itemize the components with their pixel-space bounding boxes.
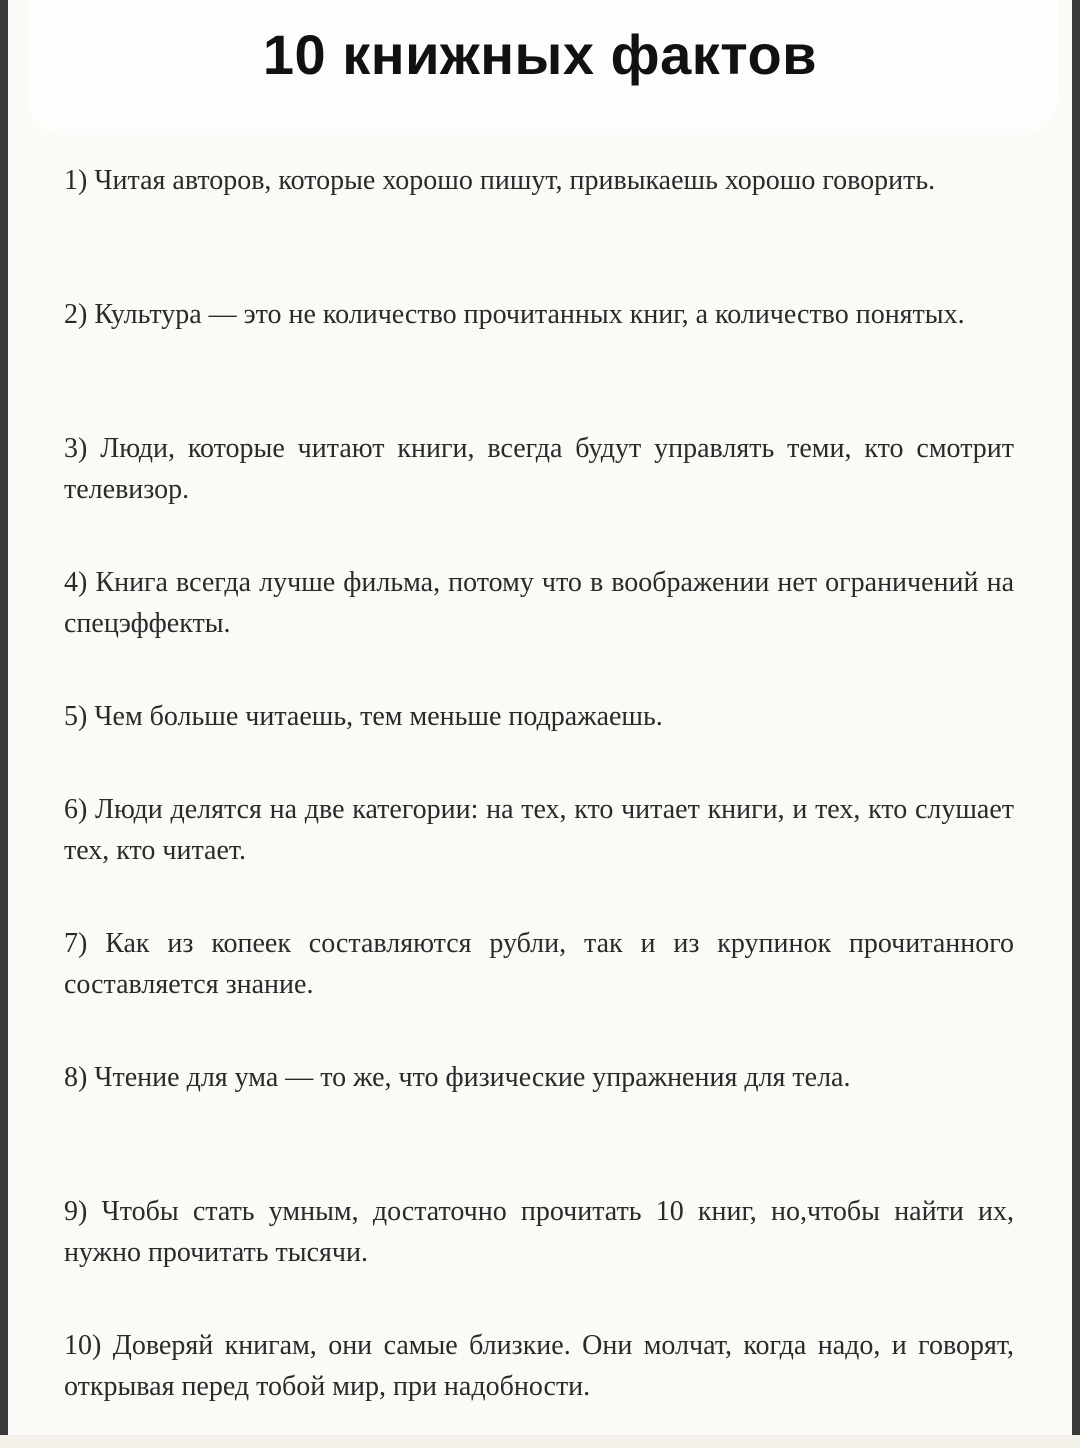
fact-item-9: 9) Чтобы стать умным, достаточно прочитать 10 книг, но,чтобы найти их, нужно прочитать тысячи. bbox=[64, 1196, 1014, 1268]
fact-item-10: 10) Доверяй книгам, они самые близкие. Они молчат, когда надо, и говорят, открывая перед тобой мир, при надобности. bbox=[64, 1330, 1014, 1402]
fact-item-4: 4) Книга всегда лучше фильма, потому что в воображении нет ограничений на спецэффекты. bbox=[64, 567, 1014, 639]
facts-list bbox=[64, 160, 1014, 1448]
fact-item-8: 8) Чтение для ума — то же, что физические упражнения для тела. bbox=[64, 1062, 851, 1093]
page-title: 10 книжных фактов bbox=[262, 23, 818, 86]
fact-item-5: 5) Чем больше читаешь, тем меньше подражаешь. bbox=[64, 701, 663, 732]
fact-item-1: 1) Читая авторов, которые хорошо пишут, привыкаешь хорошо говорить. bbox=[64, 165, 936, 196]
page bbox=[8, 0, 1072, 1435]
fact-item-7: 7) Как из копеек составляются рубли, так и из крупинок прочитанного составляется знание. bbox=[64, 928, 1014, 1000]
fact-item-6: 6) Люди делятся на две категории: на тех, кто читает книги, и тех, кто слушает тех, кто читает. bbox=[64, 794, 1014, 866]
right-border bbox=[1072, 0, 1080, 1435]
fact-item-2: 2) Культура — это не количество прочитанных книг, а количество понятых. bbox=[64, 299, 965, 330]
left-border bbox=[0, 0, 8, 1435]
fact-item-3: 3) Люди, которые читают книги, всегда будут управлять теми, кто смотрит телевизор. bbox=[64, 433, 1014, 505]
